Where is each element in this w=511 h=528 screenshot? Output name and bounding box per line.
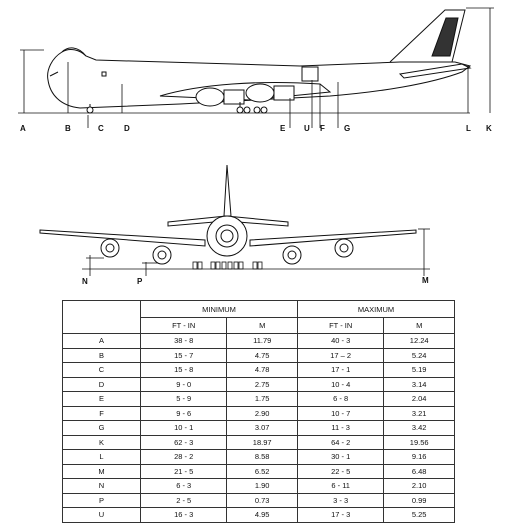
subheader-max-m: M <box>384 318 455 334</box>
header-minimum: MINIMUM <box>141 301 298 318</box>
cell-max-ftin: 40 - 3 <box>297 334 383 349</box>
cell-dim: K <box>63 435 141 450</box>
cell-min-m: 6.52 <box>227 464 298 479</box>
cell-max-ftin: 6 - 11 <box>297 479 383 494</box>
engine-outer <box>246 84 274 102</box>
front-landing-gear <box>193 262 262 269</box>
cell-max-m: 5.19 <box>384 363 455 378</box>
cell-dim: M <box>63 464 141 479</box>
nose-wheel <box>87 107 93 113</box>
dim-label-b: B <box>65 124 71 133</box>
cell-min-ftin: 15 - 8 <box>141 363 227 378</box>
dim-label-a: A <box>20 124 26 133</box>
header-maximum: MAXIMUM <box>297 301 454 318</box>
dim-label-c: C <box>98 124 104 133</box>
cell-max-m: 0.99 <box>384 493 455 508</box>
subheader-max-ftin: FT - IN <box>297 318 383 334</box>
subheader-min-ftin: FT - IN <box>141 318 227 334</box>
door-mark <box>302 67 318 81</box>
cell-min-m: 4.75 <box>227 348 298 363</box>
cell-min-m: 18.97 <box>227 435 298 450</box>
cell-dim: C <box>63 363 141 378</box>
table-row <box>63 435 455 450</box>
engine-inner <box>224 90 244 104</box>
cell-max-ftin: 17 - 1 <box>297 363 383 378</box>
cell-dim: A <box>63 334 141 349</box>
cell-min-ftin: 21 - 5 <box>141 464 227 479</box>
dim-label-l: L <box>466 124 471 133</box>
cell-min-ftin: 2 - 5 <box>141 493 227 508</box>
front-nose <box>216 225 238 247</box>
table-row <box>63 392 455 407</box>
main-wheel <box>254 107 260 113</box>
cell-max-ftin: 64 - 2 <box>297 435 383 450</box>
cell-max-m: 12.24 <box>384 334 455 349</box>
cell-max-m: 2.04 <box>384 392 455 407</box>
cell-min-ftin: 9 - 0 <box>141 377 227 392</box>
cell-min-ftin: 16 - 3 <box>141 508 227 523</box>
dim-label-d: D <box>124 124 130 133</box>
dim-label-n: N <box>82 277 88 286</box>
door-mark <box>102 72 106 76</box>
main-wheel <box>244 107 250 113</box>
front-tail-fin <box>224 165 231 216</box>
table-row <box>63 363 455 378</box>
dim-label-u: U <box>304 124 310 133</box>
cell-max-ftin: 6 - 8 <box>297 392 383 407</box>
cell-dim: G <box>63 421 141 436</box>
cell-min-m: 3.07 <box>227 421 298 436</box>
dim-label-p: P <box>137 277 143 286</box>
cell-max-ftin: 11 - 3 <box>297 421 383 436</box>
front-view-aircraft <box>40 165 416 264</box>
table-row <box>63 334 455 349</box>
cell-dim: B <box>63 348 141 363</box>
table-row <box>63 348 455 363</box>
table-row <box>63 377 455 392</box>
cell-dim: D <box>63 377 141 392</box>
table-body <box>63 334 455 523</box>
cell-max-m: 6.48 <box>384 464 455 479</box>
table-row <box>63 493 455 508</box>
tail-panel <box>432 18 458 56</box>
cell-min-m: 2.75 <box>227 377 298 392</box>
cell-min-m: 8.58 <box>227 450 298 465</box>
front-wing-right <box>250 230 416 246</box>
upper-deck <box>62 48 86 56</box>
cell-min-ftin: 38 - 8 <box>141 334 227 349</box>
dim-label-k: K <box>486 124 492 133</box>
cell-max-m: 5.24 <box>384 348 455 363</box>
engine-inner <box>274 86 294 100</box>
table-header-row <box>63 301 455 318</box>
main-wheel <box>237 107 243 113</box>
cell-max-ftin: 17 - 3 <box>297 508 383 523</box>
cell-max-m: 3.14 <box>384 377 455 392</box>
engines-side <box>196 84 294 106</box>
cell-max-m: 2.10 <box>384 479 455 494</box>
cell-min-m: 4.95 <box>227 508 298 523</box>
dim-label-g: G <box>344 124 351 133</box>
cell-min-m: 0.73 <box>227 493 298 508</box>
front-wing-left <box>40 230 205 246</box>
table-row <box>63 479 455 494</box>
cell-min-m: 11.79 <box>227 334 298 349</box>
cell-max-ftin: 10 - 4 <box>297 377 383 392</box>
cell-dim: N <box>63 479 141 494</box>
cockpit-window <box>50 72 58 76</box>
cell-max-m: 5.25 <box>384 508 455 523</box>
table-row <box>63 421 455 436</box>
table-row <box>63 406 455 421</box>
cell-dim: P <box>63 493 141 508</box>
main-wheel <box>261 107 267 113</box>
cell-min-ftin: 28 - 2 <box>141 450 227 465</box>
dim-label-m: M <box>422 276 429 285</box>
cell-min-m: 1.90 <box>227 479 298 494</box>
cell-min-ftin: 6 - 3 <box>141 479 227 494</box>
horizontal-stabilizer <box>400 64 470 78</box>
cell-max-m: 9.16 <box>384 450 455 465</box>
cell-max-ftin: 22 - 5 <box>297 464 383 479</box>
clearance-table <box>62 300 455 523</box>
dim-label-e: E <box>280 124 286 133</box>
cell-min-ftin: 15 - 7 <box>141 348 227 363</box>
cell-max-ftin: 3 - 3 <box>297 493 383 508</box>
cell-min-ftin: 10 - 1 <box>141 421 227 436</box>
cell-max-m: 3.21 <box>384 406 455 421</box>
subheader-min-m: M <box>227 318 298 334</box>
table-row <box>63 508 455 523</box>
dim-label-f: F <box>320 124 325 133</box>
table-row <box>63 450 455 465</box>
engine-outer <box>196 88 224 106</box>
table-row <box>63 464 455 479</box>
cell-min-m: 4.78 <box>227 363 298 378</box>
cell-max-m: 19.56 <box>384 435 455 450</box>
cell-dim: F <box>63 406 141 421</box>
cell-min-ftin: 62 - 3 <box>141 435 227 450</box>
cell-dim: U <box>63 508 141 523</box>
cell-min-ftin: 9 - 6 <box>141 406 227 421</box>
cell-max-ftin: 30 - 1 <box>297 450 383 465</box>
table-corner-cell <box>63 301 141 334</box>
cell-dim: L <box>63 450 141 465</box>
cell-max-ftin: 10 - 7 <box>297 406 383 421</box>
cell-min-m: 2.90 <box>227 406 298 421</box>
cell-min-ftin: 5 - 9 <box>141 392 227 407</box>
cell-dim: E <box>63 392 141 407</box>
cell-max-m: 3.42 <box>384 421 455 436</box>
cell-min-m: 1.75 <box>227 392 298 407</box>
cell-max-ftin: 17 – 2 <box>297 348 383 363</box>
